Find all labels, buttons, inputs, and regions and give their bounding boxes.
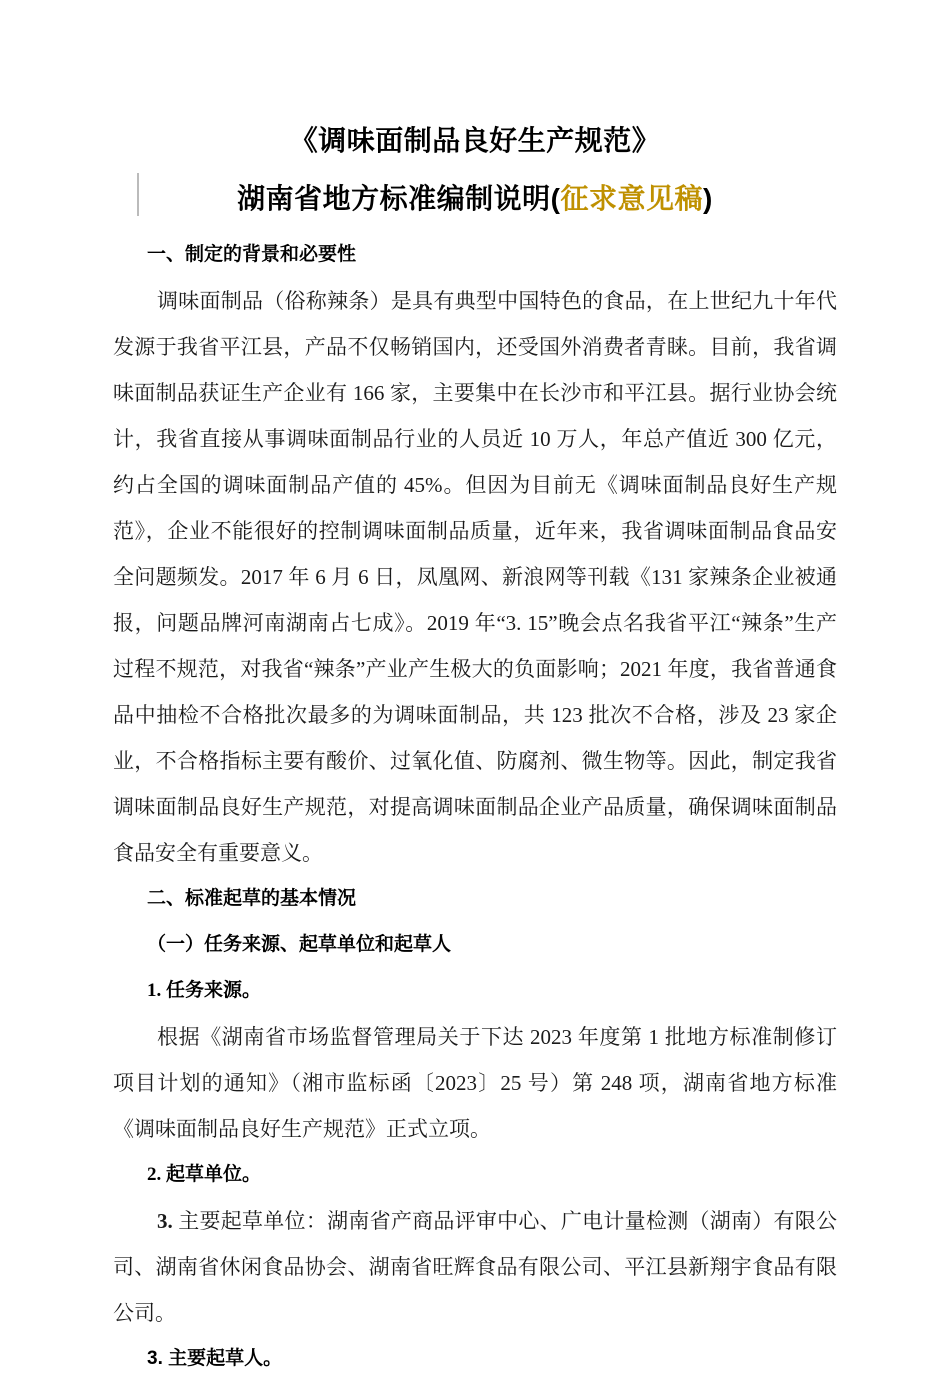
section-1-paragraph: 调味面制品（俗称辣条）是具有典型中国特色的食品，在上世纪九十年代发源于我省平江县，产品不仅畅销国内，还受国外消费者青睐。目前，我省调味面制品获证生产企业有 166 家，主要集中在长沙市和平江县。据行业协会统计，我省直接从事调味面制品行业的人员近 10 万人，年总产值近 300 亿元，约占全国的调味面制品产值的 45%。但因为目前无《调味面制品良好生产规范》，企业不能很好的控制调味面制品质量，近年来，我省调味面制品食品安全问题频发。2017 年 6 月 6 日，凤凰网、新浪网等刊载《131 家辣条企业被通报，问题品牌河南湖南占七成》。2019 年“3. 15”晚会点名我省平江“辣条”生产过程不规范，对我省“辣条”产业产生极大的负面影响；2021 年度，我省普通食品中抽检不合格批次最多的为调味面制品，共 123 批次不合格，涉及 23 家企业，不合格指标主要有酸价、过氧化值、防腐剂、微生物等。因此，制定我省调味面制品良好生产规范，对提高调味面制品企业产品质量，确保调味面制品食品安全有重要意义。: [113, 289, 837, 865]
item-3-paragraph: [113, 1198, 837, 1336]
section-1-heading: 一、制定的背景和必要性: [147, 244, 357, 265]
document-title-line-2: [113, 176, 837, 222]
document-title-line-1: 《调味面制品良好生产规范》: [289, 125, 661, 156]
item-4-heading: 3. 主要起草人。: [147, 1348, 283, 1369]
title-paren-close: ): [703, 183, 713, 214]
draft-for-comment-label: 征求意见稿: [560, 183, 704, 214]
item-2-heading: 2. 起草单位。: [147, 1164, 262, 1185]
title-paren-open: (: [550, 183, 561, 214]
document-title-line-2-main: 湖南省地方标准编制说明: [237, 183, 551, 214]
subsection-1-heading: （一）任务来源、起草单位和起草人: [147, 934, 452, 955]
item-3-number: 3.: [157, 1209, 173, 1233]
item-3-text: 主要起草单位：湖南省产商品评审中心、广电计量检测（湖南）有限公司、湖南省休闲食品协会、湖南省旺辉食品有限公司、平江县新翔宇食品有限公司。: [113, 1209, 838, 1325]
item-1-paragraph: 根据《湖南省市场监督管理局关于下达 2023 年度第 1 批地方标准制修订项目计划的通知》（湘市监标函〔2023〕25 号）第 248 项，湖南省地方标准《调味面制品良好生产规范》正式立项。: [113, 1025, 837, 1141]
section-2-heading: 二、标准起草的基本情况: [147, 888, 357, 909]
document-content: [113, 0, 837, 1382]
item-1-heading: 1. 任务来源。: [147, 980, 262, 1001]
title-spacer: [113, 222, 837, 232]
